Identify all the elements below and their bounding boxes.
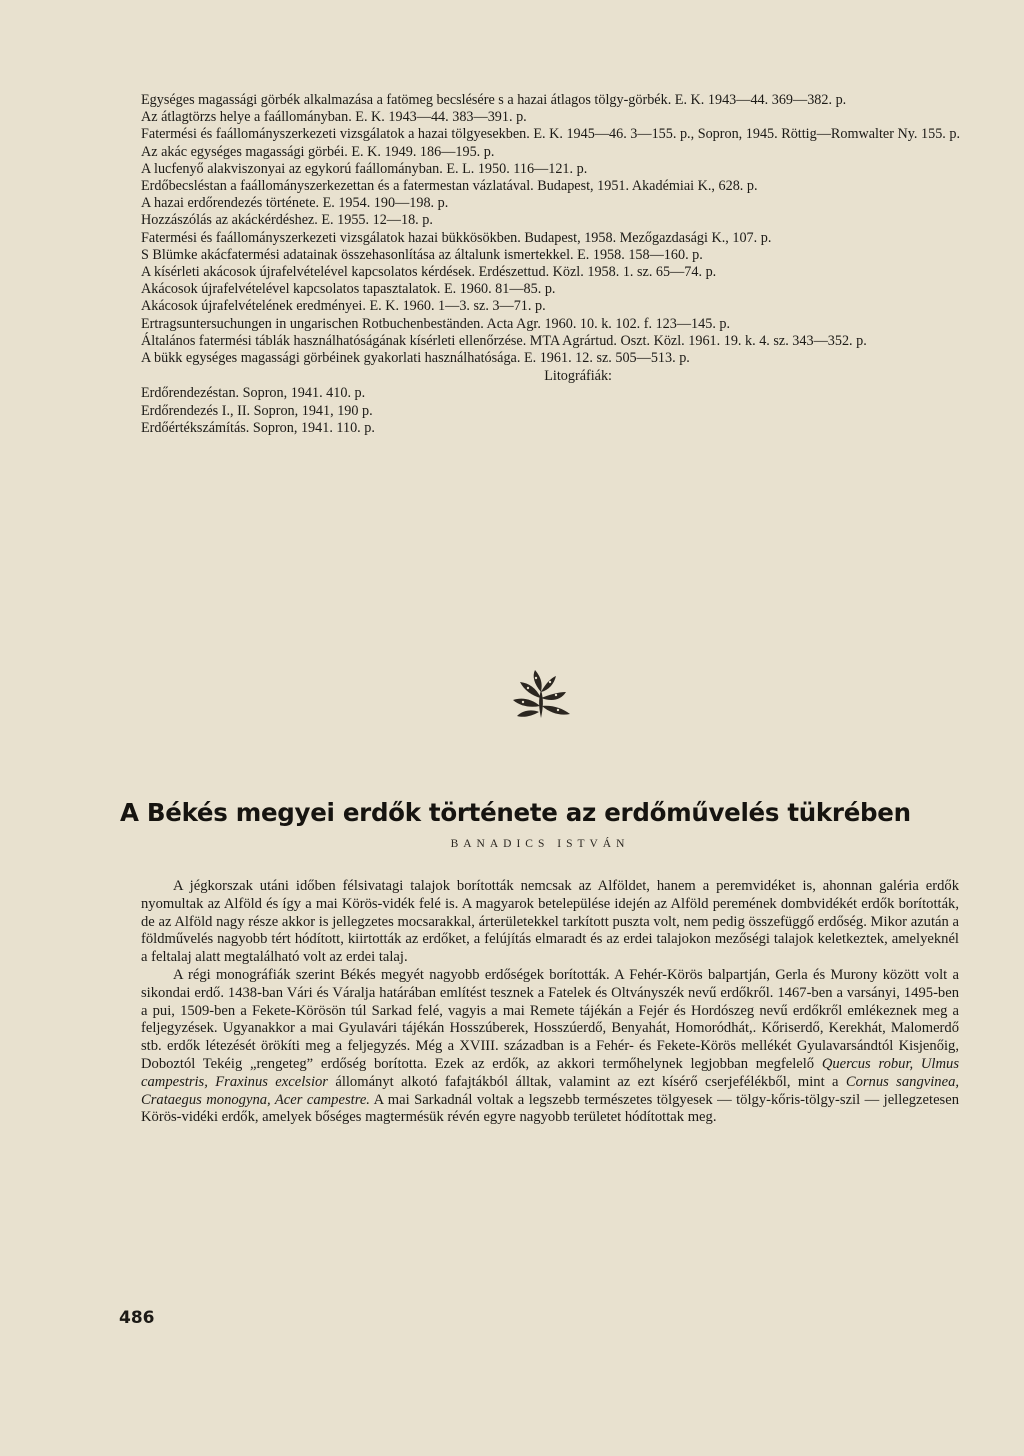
lithographies-heading: Litográfiák: <box>544 368 612 385</box>
paragraph-text: állományt alkotó fafajtákból álltak, valamint az ezt kísérő cserjefélékből, mint a <box>327 1073 846 1090</box>
reference-entry: Erdőbecsléstan a faállományszerkezettan és a fatermestan vázlatával. Budapest, 1951. Akadémiai K., 628. p. <box>141 178 758 195</box>
reference-entry: Akácosok újrafelvételének eredményei. E. K. 1960. 1—3. sz. 3—71. p. <box>141 298 546 315</box>
paragraph-text: A régi monográfiák szerint Békés megyét nagyobb erdőségek borították. A Fehér-Körös balpartján, Gerla és Murony között volt a sikondai erdő. 1438-ban Vári és Váralja határában említést tesznek a Fatelek és Oltványszék nevű erdőkről. 1467-ben a varsányi, 1495-ben a pui, 1509-ben a Fekete-Körösön túl Sarkad felé, vagyis a mai Remete tájékán a Fejér és Hordószeg nevű erdőkről emlékeznek meg a feljegyzések. Ugyanakkor a mai Gyulavári tájékán Hosszúberek, Hosszúerdő, Benyahát, Homoródhát,. Kőriserdő, Kerekhát, Malomerdő stb. erdők létezését örökíti meg a feljegyzés. Még a XVIII. században is a Fehér- és Fekete-Körös mellékét Gyulavarsándtól Kisjenőig, Doboztól Tekéig „rengeteg” erdőség borította. Ezek az erdők, az akkori termőhelynek legjobban megfelelő <box>141 966 959 1072</box>
bibliography-entries <box>141 92 967 367</box>
article-body <box>141 878 959 1127</box>
reference-list <box>141 92 967 437</box>
reference-entry: Akácosok újrafelvételével kapcsolatos tapasztalatok. E. 1960. 81—85. p. <box>141 281 556 298</box>
reference-entry: Fatermési és faállományszerkezeti vizsgálatok hazai bükkösökben. Budapest, 1958. Mezőgazdasági K., 107. p. <box>141 229 772 246</box>
paragraph-text: A mai Sarkadnál voltak a legszebb természetes tölgyesek — tölgy-kőris-tölgy-szil — jellegzetesen Körös-vidéki erdők, amelyek bőséges magtermésük révén egyre nagyobb területet hódítottak meg. <box>141 1091 959 1126</box>
lithographies-list <box>141 385 967 437</box>
reference-entry: Egységes magassági görbék alkalmazása a fatömeg becslésére s a hazai átlagos tölgy-görbék. E. K. 1943—44. 369—382. p. <box>141 92 847 108</box>
reference-entry: Hozzászólás az akáckérdéshez. E. 1955. 12—18. p. <box>141 212 433 229</box>
paragraph-text: A jégkorszak utáni időben félsivatagi talajok borították nemcsak az Alföldet, hanem a peremvidéket is, ahonnan galéria erdők nyomultak az Alföld és így a mai Körös-vidék felé is. A magyarok betelepülése idején az Alföld peremének dombvidékét erdők borították, de az Alföld nagy része akkor is jellegzetes mocsarakkal, árterületekkel tarkított puszta volt, nem pedig összefüggő erdőség. Mikor azután a földművelés nagyobb tért hódított, kiirtották az erdőket, a felújítás elmaradt és az erdei talajokon mezőségi talajok keletkeztek, amelyeknél a feltalaj alatt megtalálható volt az erdei talaj. <box>141 878 959 966</box>
reference-entry: Az átlagtörzs helye a faállományban. E. K. 1943—44. 383—391. p. <box>141 109 527 126</box>
species-names: Quercus robur, Ulmus campestris, Fraxinus excelsior <box>141 1055 959 1090</box>
lithography-entry: Erdőrendezés I., II. Sopron, 1941, 190 p. <box>141 402 373 419</box>
reference-entry: A bükk egységes magassági görbéinek gyakorlati használhatósága. E. 1961. 12. sz. 505—513. p. <box>141 350 690 367</box>
reference-entry: A lucfenyő alakviszonyai az egykorú faállományban. E. L. 1950. 116—121. p. <box>141 160 588 177</box>
reference-entry: Fatermési és faállományszerkezeti vizsgálatok a hazai tölgyesekben. E. K. 1945—46. 3—155. p., Sopron, 1945. Röttig—Romwalter Ny. 155. p. <box>141 126 961 143</box>
leaf-ornament-icon <box>508 668 574 720</box>
reference-entry: S Blümke akácfatermési adatainak összehasonlítása az általunk ismertekkel. E. 1958. 158—160. p. <box>141 246 703 263</box>
lithography-entry: Erdőértékszámítás. Sopron, 1941. 110. p. <box>141 419 375 436</box>
reference-entry: Ertragsuntersuchungen in ungarischen Rotbuchenbeständen. Acta Agr. 1960. 10. k. 102. f. 123—145. p. <box>141 315 731 332</box>
reference-entry: Az akác egységes magassági görbéi. E. K. 1949. 186—195. p. <box>141 143 495 160</box>
reference-entry: A hazai erdőrendezés története. E. 1954. 190—198. p. <box>141 195 449 212</box>
article-paragraph <box>141 967 959 1127</box>
reference-entry: A kísérleti akácosok újrafelvételével kapcsolatos kérdések. Erdészettud. Közl. 1958. 1. sz. 65—74. p. <box>141 264 717 281</box>
article-title: A Békés megyei erdők története az erdőművelés tükrében <box>120 798 911 827</box>
lithography-entry: Erdőrendezéstan. Sopron, 1941. 410. p. <box>141 385 366 402</box>
article-author: BANADICS ISTVÁN <box>450 838 630 850</box>
reference-entry: Általános fatermési táblák használhatóságának kísérleti ellenőrzése. MTA Agrártud. Oszt. Közl. 1961. 19. k. 4. sz. 343—352. p. <box>141 332 867 349</box>
species-names: Cornus sangvinea, Crataegus monogyna, Acer campestre. <box>141 1073 960 1108</box>
article-paragraph <box>141 878 959 967</box>
page-number: 486 <box>119 1308 155 1328</box>
